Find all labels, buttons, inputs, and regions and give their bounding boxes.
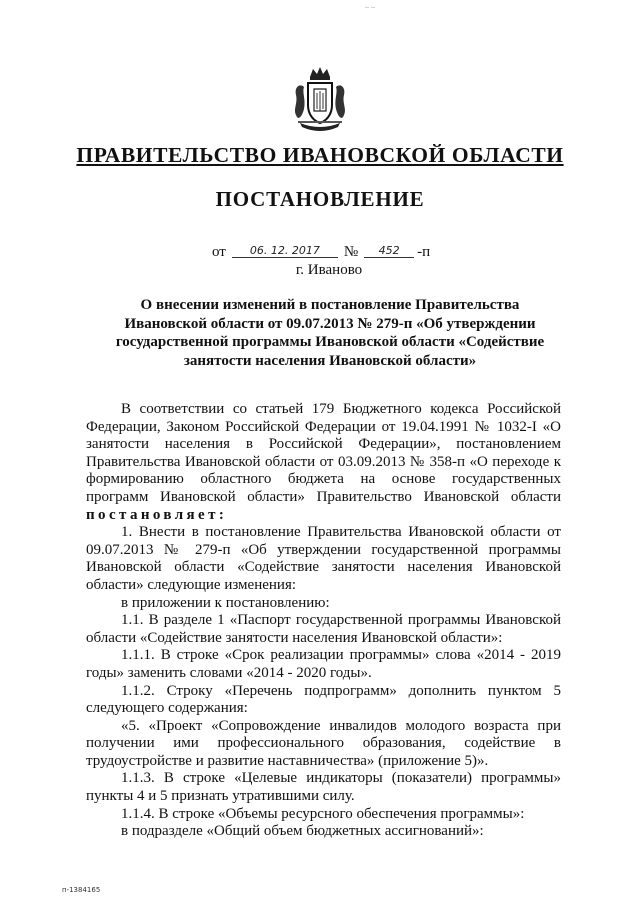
coat-of-arms-icon	[290, 65, 350, 133]
document-subject	[90, 296, 570, 370]
city: г. Иваново	[295, 262, 363, 278]
handwritten-date: 06. 12. 2017	[232, 244, 338, 258]
resolves-word: постановляет:	[86, 506, 228, 523]
government-title: ПРАВИТЕЛЬСТВО ИВАНОВСКОЙ ОБЛАСТИ	[76, 143, 564, 167]
from-label: от	[212, 244, 226, 260]
resolves-paragraph	[86, 507, 561, 525]
paragraph-annex-intro: в приложении к постановлению:	[121, 594, 330, 611]
handwritten-number: 452	[364, 244, 414, 258]
paragraph-item-1-1-1: 1.1.1. В строке «Срок реализации программы» слова «2014 - 2019 годы» заменить словами «2014 - 2020 годы».	[86, 647, 561, 681]
document-body	[86, 401, 561, 841]
document-code: п-1384165	[62, 886, 101, 894]
subject-line: государственной программы Ивановской области «Содействие	[115, 334, 545, 350]
registration-line	[212, 244, 430, 261]
preamble-paragraph: В соответствии со статьей 179 Бюджетного кодекса Российской Федерации, Законом Российской Федерации от 19.04.1991 № 1032-I «О занятости населения в Российской Федерации», постановлением Правительства Ивановской области от 03.09.2013 № 358-п «О переходе к формированию областного бюджета на основе государственных программ Ивановской области» Правительство Ивановской области	[86, 401, 561, 505]
paragraph-item-1-1-4: 1.1.4. В строке «Объемы ресурсного обеспечения программы»:	[121, 805, 525, 822]
paragraph-item-1-1-3: 1.1.3. В строке «Целевые индикаторы (показатели) программы» пункты 4 и 5 признать утратившими силу.	[86, 770, 561, 805]
paragraph-subsection: в подразделе «Общий объем бюджетных ассигнований»:	[121, 823, 484, 840]
document-type: ПОСТАНОВЛЕНИЕ	[215, 187, 425, 211]
number-suffix: -п	[417, 244, 431, 260]
subject-line: О внесении изменений в постановление Правительства	[140, 297, 520, 313]
paragraph-item-1: 1. Внести в постановление Правительства Ивановской области от 09.07.2013 № 279-п «Об утверждении государственной программы Ивановской области «Содействие занятости населения Ивановской области» следующие изменения:	[86, 524, 561, 593]
number-label: №	[343, 244, 359, 260]
paragraph-quote-5: «5. «Проект «Сопровождение инвалидов молодого возраста при получении ими профессионального образования, содействие в трудоустройстве и развитие наставничества» (приложение 5)».	[86, 717, 561, 769]
paragraph-item-1-1: 1.1. В разделе 1 «Паспорт государственной программы Ивановской области «Содействие занятости населения Ивановской области»:	[86, 612, 561, 646]
paragraph-item-1-1-2: 1.1.2. Строку «Перечень подпрограмм» дополнить пунктом 5 следующего содержания:	[86, 682, 561, 717]
scan-mark: – –	[365, 2, 375, 11]
subject-line: занятости населения Ивановской области»	[183, 352, 477, 369]
subject-line: Ивановской области от 09.07.2013 № 279-п «Об утверждении	[124, 315, 536, 332]
